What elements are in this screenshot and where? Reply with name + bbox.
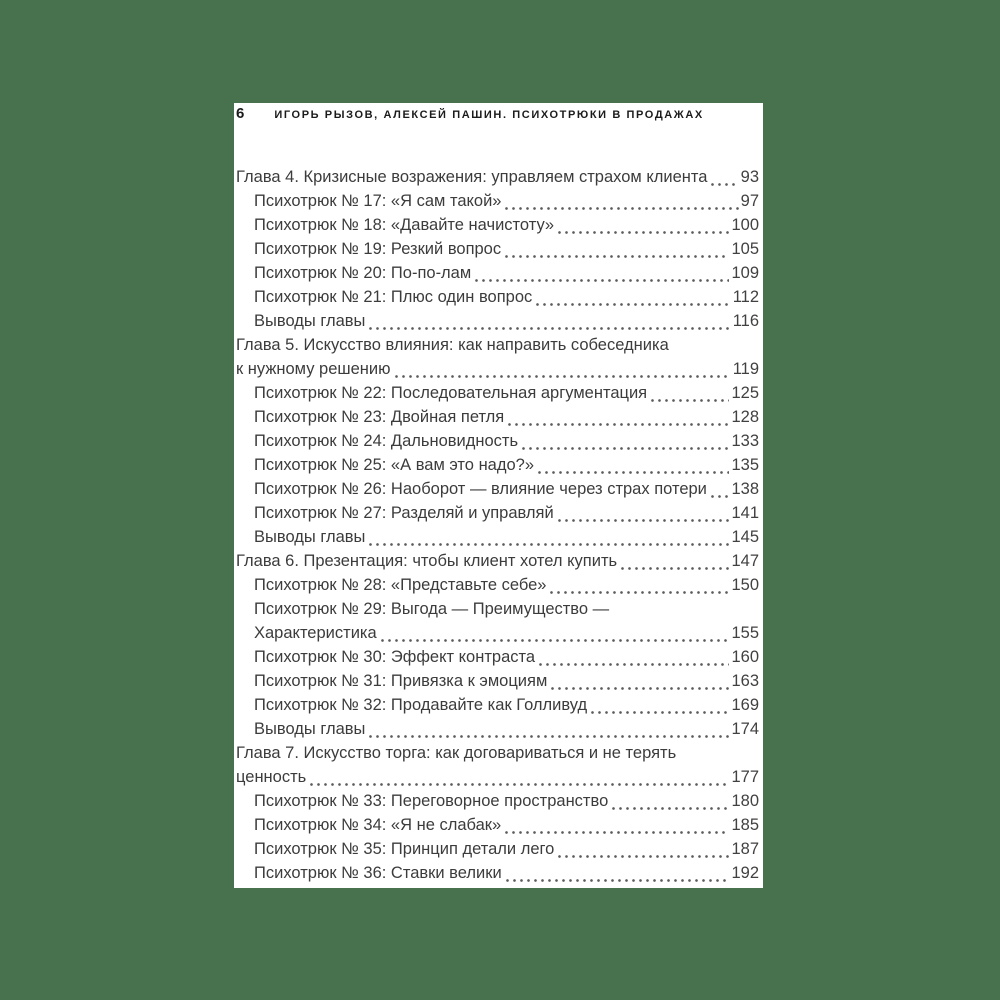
toc-entry-title: Выводы главы: [254, 720, 366, 738]
dot-leader: [709, 165, 738, 189]
toc-entry-title: Психотрюк № 31: Привязка к эмоциям: [254, 672, 548, 690]
toc-entry-page: 125: [731, 384, 759, 402]
dot-leader: [548, 573, 729, 597]
toc-entry: [236, 189, 759, 213]
toc-entry-title: Психотрюк № 27: Разделяй и управляй: [254, 504, 554, 522]
toc-entry-title: Психотрюк № 18: «Давайте начистоту»: [254, 216, 555, 234]
toc-entry-title: Психотрюк № 32: Продавайте как Голливуд: [254, 696, 588, 714]
toc-chapter-entry: [236, 549, 759, 573]
dot-leader: [503, 813, 729, 837]
toc-entry-title: Психотрюк № 28: «Представьте себе»: [254, 576, 547, 594]
toc-entry-title: Психотрюк № 30: Эффект контраста: [254, 648, 536, 666]
dot-leader: [589, 693, 729, 717]
dot-leader: [367, 525, 729, 549]
toc-entry-title: Глава 4. Кризисные возражения: управляем страхом клиента: [236, 168, 708, 186]
dot-leader: [393, 357, 731, 381]
toc-entry-page: 141: [731, 504, 759, 522]
toc-entry: [236, 813, 759, 837]
toc-entry-page: 93: [740, 168, 759, 186]
toc-entry-title: Психотрюк № 21: Плюс один вопрос: [254, 288, 533, 306]
toc-chapter-entry: [236, 333, 759, 357]
toc-entry: [236, 429, 759, 453]
toc-entry-page: 180: [731, 792, 759, 810]
dot-leader: [473, 261, 729, 285]
dot-leader: [709, 477, 730, 501]
toc-entry-title: Выводы главы: [254, 528, 366, 546]
dot-leader: [537, 645, 729, 669]
dot-leader: [534, 285, 730, 309]
toc-entry-title: к нужному решению: [236, 360, 391, 378]
toc-entry: [236, 717, 759, 741]
toc-entry-page: 177: [731, 768, 759, 786]
toc-entry-page: 155: [731, 624, 759, 642]
toc-entry-continuation: [236, 357, 759, 381]
page-number: 6: [236, 105, 245, 122]
dot-leader: [556, 837, 729, 861]
dot-leader: [610, 789, 729, 813]
toc-entry-title: Психотрюк № 20: По-по-лам: [254, 264, 472, 282]
toc-entry-title: Психотрюк № 24: Дальновидность: [254, 432, 519, 450]
toc-entry-page: 128: [731, 408, 759, 426]
toc-entry: [236, 309, 759, 333]
dot-leader: [506, 405, 729, 429]
toc-entry-title: Глава 5. Искусство влияния: как направить собеседника: [236, 336, 669, 354]
dot-leader: [379, 621, 730, 645]
toc-entry-title: Глава 6. Презентация: чтобы клиент хотел купить: [236, 552, 618, 570]
toc-entry: [236, 213, 759, 237]
toc-entry-title: Психотрюк № 29: Выгода — Преимущество —: [254, 600, 610, 618]
toc-entry-page: 133: [731, 432, 759, 450]
toc-entry: [236, 837, 759, 861]
toc-entry-page: 160: [731, 648, 759, 666]
toc-entry-title: Психотрюк № 34: «Я не слабак»: [254, 816, 502, 834]
dot-leader: [520, 429, 729, 453]
toc-entry: [236, 453, 759, 477]
toc-entry: [236, 789, 759, 813]
dot-leader: [649, 381, 729, 405]
toc-entry-page: 116: [732, 312, 759, 330]
dot-leader: [556, 213, 729, 237]
toc-entry-title: Психотрюк № 23: Двойная петля: [254, 408, 505, 426]
dot-leader: [503, 237, 729, 261]
toc-entry-page: 100: [731, 216, 759, 234]
toc-entry-title: Психотрюк № 36: Ставки велики: [254, 864, 502, 882]
toc-entry-title: Психотрюк № 17: «Я сам такой»: [254, 192, 502, 210]
toc-entry-page: 185: [731, 816, 759, 834]
toc-entry: [236, 501, 759, 525]
dot-leader: [367, 309, 730, 333]
toc-entry-page: 105: [731, 240, 759, 258]
toc-entry-title: Выводы главы: [254, 312, 366, 330]
dot-leader: [549, 669, 729, 693]
toc-entry-page: 119: [732, 360, 759, 378]
dot-leader: [504, 861, 730, 885]
dot-leader: [308, 765, 729, 789]
toc-entry-page: 145: [731, 528, 759, 546]
toc-entry-page: 150: [731, 576, 759, 594]
toc-entry-page: 192: [731, 864, 759, 882]
toc-entry-title: Глава 7. Искусство торга: как договариваться и не терять: [236, 744, 677, 762]
toc-entry-continuation: [236, 621, 759, 645]
toc-chapter-entry: [236, 165, 759, 189]
toc-entry: [236, 525, 759, 549]
toc-entry-title: Психотрюк № 33: Переговорное пространство: [254, 792, 609, 810]
dot-leader: [556, 501, 730, 525]
toc-entry-title: ценность: [236, 768, 307, 786]
toc-entry-page: 138: [731, 480, 759, 498]
toc-entry-title: Характеристика: [254, 624, 377, 642]
table-of-contents: [236, 165, 759, 885]
dot-leader: [619, 549, 729, 573]
toc-entry: [236, 861, 759, 885]
toc-entry: [236, 381, 759, 405]
toc-page: [234, 103, 763, 888]
toc-entry-title: Психотрюк № 19: Резкий вопрос: [254, 240, 502, 258]
toc-entry: [236, 405, 759, 429]
running-title: ИГОРЬ РЫЗОВ, АЛЕКСЕЙ ПАШИН. ПСИХОТРЮКИ В ПРОДАЖАХ: [274, 109, 704, 121]
toc-entry-page: 97: [740, 192, 759, 210]
dot-leader: [367, 717, 729, 741]
toc-entry-page: 109: [731, 264, 759, 282]
toc-entry: [236, 597, 759, 621]
toc-chapter-entry: [236, 741, 759, 765]
toc-entry: [236, 693, 759, 717]
toc-entry-page: 147: [731, 552, 759, 570]
toc-entry: [236, 237, 759, 261]
toc-entry: [236, 261, 759, 285]
toc-entry: [236, 669, 759, 693]
toc-entry-page: 174: [731, 720, 759, 738]
toc-entry-page: 112: [732, 288, 759, 306]
dot-leader: [536, 453, 729, 477]
toc-entry-page: 163: [731, 672, 759, 690]
dot-leader: [503, 189, 738, 213]
toc-entry-page: 135: [731, 456, 759, 474]
toc-entry-page: 169: [731, 696, 759, 714]
toc-entry-title: Психотрюк № 35: Принцип детали лего: [254, 840, 555, 858]
toc-entry: [236, 645, 759, 669]
toc-entry-page: 187: [731, 840, 759, 858]
toc-entry-continuation: [236, 765, 759, 789]
toc-entry: [236, 573, 759, 597]
page-header: [236, 106, 759, 123]
toc-entry-title: Психотрюк № 26: Наоборот — влияние через страх потери: [254, 480, 707, 498]
toc-entry: [236, 285, 759, 309]
toc-entry-title: Психотрюк № 22: Последовательная аргументация: [254, 384, 648, 402]
toc-entry: [236, 477, 759, 501]
toc-entry-title: Психотрюк № 25: «А вам это надо?»: [254, 456, 535, 474]
